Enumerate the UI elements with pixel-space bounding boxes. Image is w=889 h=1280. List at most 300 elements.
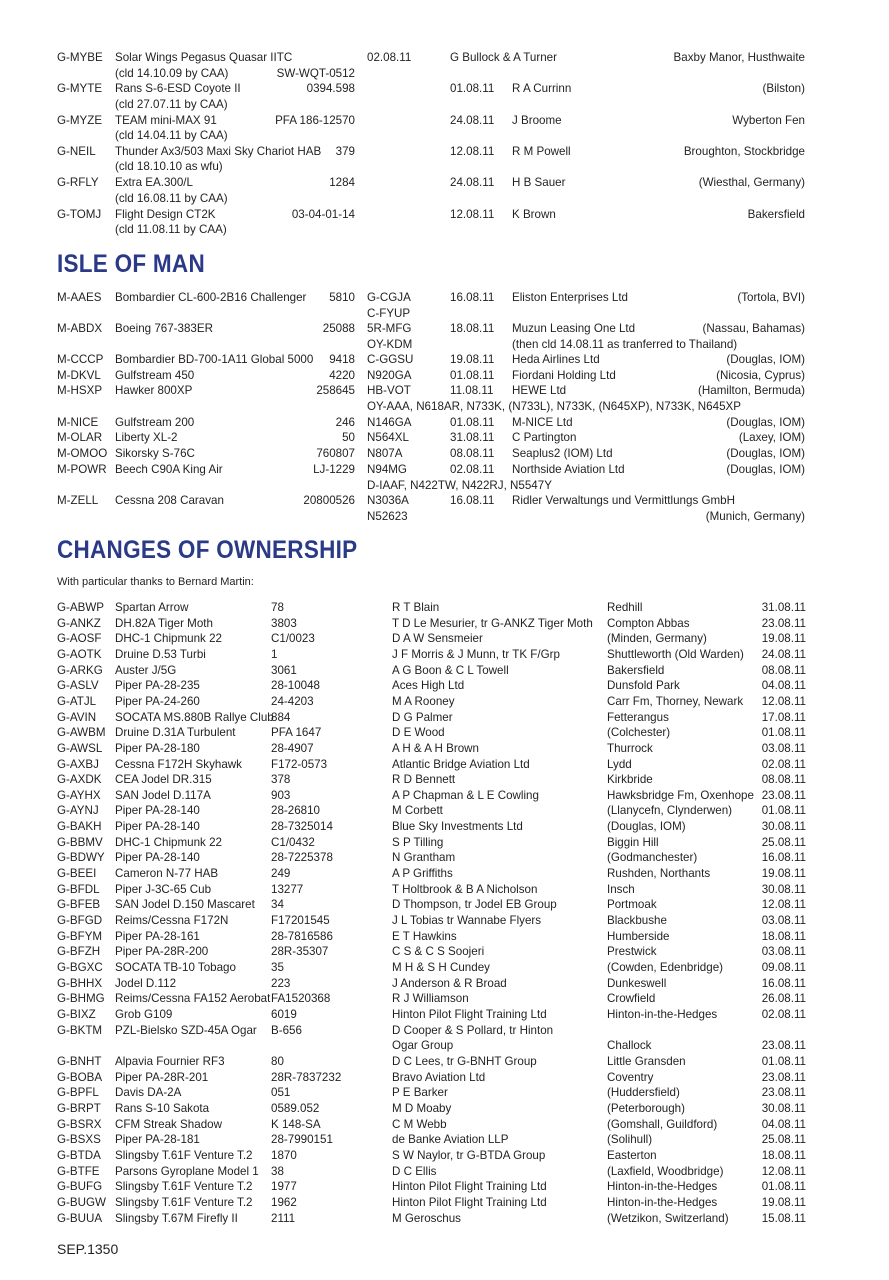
date: 26.08.11 bbox=[761, 992, 806, 1006]
registration: G-BFDL bbox=[57, 882, 100, 896]
constructor-number: LJ-1229 bbox=[313, 463, 355, 476]
owner: M-NICE Ltd bbox=[512, 416, 573, 429]
note: (cld 14.10.09 by CAA) bbox=[115, 66, 229, 80]
date: 16.08.11 bbox=[761, 851, 806, 865]
constructor-number: C1/0432 bbox=[271, 835, 315, 849]
location: Hinton-in-the-Hedges bbox=[607, 1195, 718, 1209]
registration: M-OMOO bbox=[57, 447, 108, 460]
constructor-number: F172-0573 bbox=[271, 757, 328, 771]
registration: G-BTFE bbox=[57, 1164, 100, 1178]
aircraft-type: DHC-1 Chipmunk 22 bbox=[115, 632, 222, 646]
date: 01.08.11 bbox=[450, 82, 495, 96]
registration: G-AWBM bbox=[57, 726, 106, 740]
aircraft-type: Parsons Gyroplane Model 1 bbox=[115, 1164, 259, 1178]
aircraft-type: Slingsby T.61F Venture T.2 bbox=[115, 1180, 253, 1194]
note: (cld 18.10.10 as wfu) bbox=[115, 160, 223, 174]
location: (Colchester) bbox=[607, 726, 671, 740]
owner: M A Rooney bbox=[392, 694, 455, 708]
isle-of-man-heading: ISLE OF MAN bbox=[57, 250, 205, 278]
changes-intro: With particular thanks to Bernard Martin: bbox=[57, 576, 254, 588]
previous-identity: G-CGJA bbox=[367, 291, 411, 304]
location: Rushden, Northants bbox=[607, 867, 711, 881]
date: 01.08.11 bbox=[761, 1180, 806, 1194]
location: Kirkbride bbox=[607, 773, 653, 787]
aircraft-type: Jodel D.112 bbox=[115, 976, 177, 990]
location: (Douglas, IOM) bbox=[607, 820, 686, 834]
registration: G-BBMV bbox=[57, 835, 103, 849]
previous-identity: N3036A bbox=[367, 494, 409, 507]
date: 19.08.11 bbox=[761, 867, 806, 881]
aircraft-type: Sikorsky S-76C bbox=[115, 447, 195, 460]
date: 12.08.11 bbox=[761, 898, 806, 912]
location: Thurrock bbox=[607, 741, 653, 755]
registration: G-BNHT bbox=[57, 1055, 102, 1068]
aircraft-type: Piper PA-28-161 bbox=[115, 929, 200, 943]
aircraft-type: Bombardier BD-700-1A11 Global 5000 bbox=[115, 353, 314, 366]
owner: Hinton Pilot Flight Training Ltd bbox=[392, 1007, 547, 1021]
location: (Hamilton, Bermuda) bbox=[698, 384, 805, 397]
constructor-number: 3061 bbox=[271, 663, 297, 677]
date: 23.08.11 bbox=[761, 1070, 806, 1084]
owner: M Geroschus bbox=[392, 1211, 461, 1225]
constructor-number: 28-7225378 bbox=[271, 851, 333, 865]
constructor-number: 1284 bbox=[329, 176, 355, 190]
owner: D E Wood bbox=[392, 726, 445, 740]
owner: J L Tobias tr Wannabe Flyers bbox=[392, 914, 542, 927]
registration: G-MYBE bbox=[57, 51, 103, 64]
owner: C M Webb bbox=[392, 1117, 447, 1131]
registration: G-ANKZ bbox=[57, 616, 101, 630]
date: 19.08.11 bbox=[761, 632, 806, 646]
owner: Hinton Pilot Flight Training Ltd bbox=[392, 1180, 547, 1194]
aircraft-type: Piper PA-28-181 bbox=[115, 1133, 200, 1147]
aircraft-type: DH.82A Tiger Moth bbox=[115, 616, 213, 630]
aircraft-type: Boeing 767-383ER bbox=[115, 322, 213, 335]
owner: R A Currinn bbox=[512, 82, 572, 96]
location: Humberside bbox=[607, 929, 670, 943]
date: 25.08.11 bbox=[761, 1133, 806, 1147]
registration: M-AAES bbox=[57, 291, 102, 304]
constructor-number: 1962 bbox=[271, 1195, 297, 1209]
aircraft-type: Auster J/5G bbox=[115, 663, 177, 677]
location: Lydd bbox=[607, 757, 632, 771]
location: (Wiesthal, Germany) bbox=[698, 176, 805, 190]
aircraft-type: Rans S-6-ESD Coyote II bbox=[115, 82, 241, 96]
owner: S P Tilling bbox=[392, 835, 444, 849]
date: 02.08.11 bbox=[761, 1007, 806, 1021]
note: (cld 11.08.11 by CAA) bbox=[115, 223, 227, 236]
registration: G-BUUA bbox=[57, 1211, 103, 1225]
constructor-number: 28R-7837232 bbox=[271, 1070, 342, 1084]
date: 16.08.11 bbox=[450, 291, 495, 304]
constructor-number: 28-7325014 bbox=[271, 820, 333, 834]
constructor-number: 34 bbox=[271, 898, 284, 912]
location: (Tortola, BVI) bbox=[737, 291, 805, 304]
owner: Muzun Leasing One Ltd bbox=[512, 322, 636, 335]
date: 03.08.11 bbox=[761, 741, 806, 755]
aircraft-type: DHC-1 Chipmunk 22 bbox=[115, 835, 222, 849]
date: 18.08.11 bbox=[761, 1148, 806, 1162]
constructor-number: 4220 bbox=[329, 369, 355, 382]
date: 18.08.11 bbox=[761, 929, 806, 943]
date: 03.08.11 bbox=[761, 914, 806, 927]
constructor-number: FA1520368 bbox=[271, 992, 331, 1006]
previous-identity: N807A bbox=[367, 447, 403, 460]
registration: G-ARKG bbox=[57, 663, 103, 677]
aircraft-type: Rans S-10 Sakota bbox=[115, 1101, 210, 1115]
registration: G-BUGW bbox=[57, 1195, 106, 1209]
location: (Douglas, IOM) bbox=[726, 463, 805, 476]
constructor-number: 1 bbox=[271, 647, 278, 661]
changes-of-ownership-heading: CHANGES OF OWNERSHIP bbox=[57, 536, 358, 564]
owner: Atlantic Bridge Aviation Ltd bbox=[392, 757, 530, 771]
registration: G-AYHX bbox=[57, 788, 101, 802]
location: (Wetzikon, Switzerland) bbox=[607, 1211, 729, 1225]
registration: G-AOTK bbox=[57, 647, 102, 661]
location: Shuttleworth (Old Warden) bbox=[607, 647, 744, 661]
owner: E T Hawkins bbox=[392, 929, 457, 943]
aircraft-type: Reims/Cessna FA152 Aerobat bbox=[115, 992, 271, 1006]
previous-identity: N94MG bbox=[367, 463, 407, 476]
aircraft-type: Slingsby T.67M Firefly II bbox=[115, 1211, 238, 1225]
date: 19.08.11 bbox=[450, 353, 495, 366]
date: 30.08.11 bbox=[761, 1101, 806, 1115]
location: Prestwick bbox=[607, 945, 657, 959]
owner: D Thompson, tr Jodel EB Group bbox=[392, 898, 557, 912]
registration: G-AXDK bbox=[57, 773, 102, 787]
aircraft-type: Spartan Arrow bbox=[115, 601, 189, 614]
owner: Eliston Enterprises Ltd bbox=[512, 291, 628, 304]
aircraft-type: Slingsby T.61F Venture T.2 bbox=[115, 1148, 253, 1162]
date: 02.08.11 bbox=[761, 757, 806, 771]
constructor-number: 9418 bbox=[329, 353, 355, 366]
date: 31.08.11 bbox=[450, 431, 495, 444]
date: 12.08.11 bbox=[450, 207, 495, 221]
location: (Gomshall, Guildford) bbox=[607, 1117, 718, 1131]
previous-identity-2: C-FYUP bbox=[367, 306, 411, 320]
constructor-number: 28-7816586 bbox=[271, 929, 333, 943]
constructor-number: 0589.052 bbox=[271, 1101, 320, 1115]
registration: G-BHMG bbox=[57, 992, 105, 1006]
registration: M-NICE bbox=[57, 416, 99, 429]
owner: D C Lees, tr G-BNHT Group bbox=[392, 1055, 537, 1068]
date: 01.08.11 bbox=[761, 1055, 806, 1068]
registration: G-BHHX bbox=[57, 976, 103, 990]
constructor-number: 28-4907 bbox=[271, 741, 314, 755]
date: 09.08.11 bbox=[761, 960, 806, 974]
date: 24.08.11 bbox=[450, 113, 495, 127]
date: 01.08.11 bbox=[450, 369, 495, 382]
owner: J Anderson & R Broad bbox=[392, 976, 507, 990]
owner: de Banke Aviation LLP bbox=[392, 1133, 509, 1147]
constructor-number: 50 bbox=[342, 431, 355, 444]
location: (Cowden, Edenbridge) bbox=[607, 960, 724, 974]
registration: G-BFYM bbox=[57, 929, 103, 943]
date: 15.08.11 bbox=[761, 1211, 806, 1225]
date: 30.08.11 bbox=[761, 882, 806, 896]
constructor-number: 28-10048 bbox=[271, 679, 320, 693]
date: 23.08.11 bbox=[761, 1086, 806, 1100]
aircraft-type: Hawker 800XP bbox=[115, 384, 193, 397]
owner: Heda Airlines Ltd bbox=[512, 353, 600, 366]
registration: G-ABWP bbox=[57, 601, 105, 614]
registration: G-BRPT bbox=[57, 1101, 101, 1115]
owner: R M Powell bbox=[512, 144, 571, 158]
owner: T D Le Mesurier, tr G-ANKZ Tiger Moth bbox=[392, 616, 593, 630]
location: Wyberton Fen bbox=[732, 113, 805, 127]
location: (Munich, Germany) bbox=[705, 509, 805, 523]
note: (cld 16.08.11 by CAA) bbox=[115, 191, 228, 205]
previous-identity: C-GGSU bbox=[367, 353, 414, 366]
location: (Laxey, IOM) bbox=[738, 431, 805, 444]
constructor-number: PFA 1647 bbox=[271, 726, 322, 740]
constructor-number: 38 bbox=[271, 1164, 284, 1178]
owner: HEWE Ltd bbox=[512, 384, 567, 397]
constructor-number: 378 bbox=[271, 773, 291, 787]
previous-identities: OY-AAA, N618AR, N733K, (N733L), N733K, (N645XP), N733K, N645XP bbox=[367, 399, 741, 413]
aircraft-type: Gulfstream 200 bbox=[115, 416, 195, 429]
date: 03.08.11 bbox=[761, 945, 806, 959]
location: Blackbushe bbox=[607, 914, 667, 927]
location: (Peterborough) bbox=[607, 1101, 685, 1115]
owner: A H & A H Brown bbox=[392, 741, 479, 755]
aircraft-type: Flight Design CT2K bbox=[115, 207, 216, 221]
location: Compton Abbas bbox=[607, 616, 690, 630]
date: 23.08.11 bbox=[761, 616, 806, 630]
constructor-number: B-656 bbox=[271, 1023, 302, 1037]
constructor-number: 2111 bbox=[271, 1211, 296, 1225]
previous-identities: D-IAAF, N422TW, N422RJ, N5547Y bbox=[367, 478, 552, 492]
aircraft-type: Piper PA-28-140 bbox=[115, 851, 200, 865]
registration: G-BDWY bbox=[57, 851, 105, 865]
constructor-number: 0394.598 bbox=[306, 82, 355, 96]
aircraft-type: Cameron N-77 HAB bbox=[115, 867, 219, 881]
constructor-number: C1/0023 bbox=[271, 632, 315, 646]
location: Hawksbridge Fm, Oxenhope bbox=[607, 788, 754, 802]
date: 17.08.11 bbox=[761, 710, 806, 724]
aircraft-type: SOCATA TB-10 Tobago bbox=[115, 960, 236, 974]
date: 02.08.11 bbox=[367, 51, 412, 64]
location: (Huddersfield) bbox=[607, 1086, 680, 1100]
registration: G-ASLV bbox=[57, 679, 99, 693]
constructor-number: 28R-35307 bbox=[271, 945, 329, 959]
registration: M-DKVL bbox=[57, 369, 101, 382]
constructor-number: F17201545 bbox=[271, 914, 330, 927]
location: Redhill bbox=[607, 601, 643, 614]
note: (cld 27.07.11 by CAA) bbox=[115, 97, 228, 111]
location: (Douglas, IOM) bbox=[726, 447, 805, 460]
date: 19.08.11 bbox=[761, 1195, 806, 1209]
owner: K Brown bbox=[512, 207, 556, 221]
aircraft-type: Piper PA-28-140 bbox=[115, 804, 200, 818]
location: Portmoak bbox=[607, 898, 657, 912]
aircraft-type: SOCATA MS.880B Rallye Club bbox=[115, 710, 274, 724]
date: 23.08.11 bbox=[761, 1039, 806, 1053]
date: 08.08.11 bbox=[761, 773, 806, 787]
constructor-number: 28-7990151 bbox=[271, 1133, 333, 1147]
aircraft-type: Grob G109 bbox=[115, 1007, 173, 1021]
owner: N Grantham bbox=[392, 851, 456, 865]
date: 25.08.11 bbox=[761, 835, 806, 849]
location: Hinton-in-the-Hedges bbox=[607, 1007, 718, 1021]
date: 24.08.11 bbox=[761, 647, 806, 661]
registration: G-BFEB bbox=[57, 898, 101, 912]
aircraft-type: Slingsby T.61F Venture T.2 bbox=[115, 1195, 253, 1209]
aircraft-type: Piper PA-28-235 bbox=[115, 679, 200, 693]
remark: (then cld 14.08.11 as tranferred to Thailand) bbox=[512, 337, 738, 351]
location: (Douglas, IOM) bbox=[726, 353, 805, 366]
location: (Solihull) bbox=[607, 1133, 653, 1147]
constructor-number: 249 bbox=[271, 867, 291, 881]
owner: D Cooper & S Pollard, tr Hinton bbox=[392, 1023, 554, 1037]
owner: H B Sauer bbox=[512, 176, 566, 190]
registration: G-BSXS bbox=[57, 1133, 101, 1147]
location: (Douglas, IOM) bbox=[726, 416, 805, 429]
aircraft-type: CFM Streak Shadow bbox=[115, 1117, 222, 1131]
owner: C S & C S Soojeri bbox=[392, 945, 485, 959]
registration: G-AVIN bbox=[57, 710, 97, 724]
date: 16.08.11 bbox=[761, 976, 806, 990]
constructor-number: 35 bbox=[271, 960, 284, 974]
date: 12.08.11 bbox=[450, 144, 495, 158]
registration: M-HSXP bbox=[57, 384, 103, 397]
constructor-number: 13277 bbox=[271, 882, 304, 896]
date: 30.08.11 bbox=[761, 820, 806, 834]
owner: J Broome bbox=[512, 113, 562, 127]
registration: G-MYZE bbox=[57, 113, 103, 127]
location: (Bilston) bbox=[762, 82, 805, 96]
date: 08.08.11 bbox=[761, 663, 806, 677]
aircraft-type: CEA Jodel DR.315 bbox=[115, 773, 212, 787]
date: 12.08.11 bbox=[761, 1164, 806, 1178]
note: (cld 14.04.11 by CAA) bbox=[115, 129, 228, 143]
registration: G-BTDA bbox=[57, 1148, 101, 1162]
registration: G-AWSL bbox=[57, 741, 103, 755]
registration: G-AYNJ bbox=[57, 804, 99, 818]
location: Easterton bbox=[607, 1148, 657, 1162]
aircraft-type: Piper PA-28R-201 bbox=[115, 1070, 209, 1084]
owner: Hinton Pilot Flight Training Ltd bbox=[392, 1195, 547, 1209]
owner: R T Blain bbox=[392, 601, 440, 614]
constructor-number: 051 bbox=[271, 1086, 291, 1100]
owner: Fiordani Holding Ltd bbox=[512, 369, 616, 382]
date: 08.08.11 bbox=[450, 447, 495, 460]
aircraft-type: Druine D.53 Turbi bbox=[115, 647, 206, 661]
location: Hinton-in-the-Hedges bbox=[607, 1180, 718, 1194]
aircraft-type: Thunder Ax3/503 Maxi Sky Chariot HAB bbox=[115, 144, 322, 158]
registration: G-BFZH bbox=[57, 945, 101, 959]
registration: G-NEIL bbox=[57, 144, 96, 158]
registration: G-RFLY bbox=[57, 176, 99, 190]
owner: A G Boon & C L Towell bbox=[392, 663, 509, 677]
registration: G-ATJL bbox=[57, 694, 97, 708]
location: Fetterangus bbox=[607, 710, 669, 724]
registration: M-ABDX bbox=[57, 322, 103, 335]
constructor-number: 223 bbox=[271, 976, 291, 990]
registration: M-ZELL bbox=[57, 494, 99, 507]
constructor-number: 5810 bbox=[329, 291, 355, 304]
constructor-number: 3803 bbox=[271, 616, 297, 630]
aircraft-type: Piper PA-28-180 bbox=[115, 741, 200, 755]
previous-identity: HB-VOT bbox=[367, 384, 411, 397]
aircraft-type: Beech C90A King Air bbox=[115, 463, 223, 476]
owner: R D Bennett bbox=[392, 773, 456, 787]
owner: T Holtbrook & B A Nicholson bbox=[392, 882, 538, 896]
aircraft-type: Solar Wings Pegasus Quasar IITC bbox=[115, 51, 293, 64]
aircraft-type: Piper J-3C-65 Cub bbox=[115, 882, 212, 896]
owner: R J Williamson bbox=[392, 992, 469, 1006]
owner: A P Chapman & L E Cowling bbox=[392, 788, 539, 802]
location: (Minden, Germany) bbox=[607, 632, 707, 646]
constructor-number: 884 bbox=[271, 710, 291, 724]
previous-identity: 5R-MFG bbox=[367, 322, 412, 335]
aircraft-type: SAN Jodel D.117A bbox=[115, 788, 211, 802]
owner: S W Naylor, tr G-BTDA Group bbox=[392, 1148, 546, 1162]
constructor-number: 25088 bbox=[322, 322, 355, 335]
owner: M D Moaby bbox=[392, 1101, 452, 1115]
registration: G-BFGD bbox=[57, 914, 103, 927]
location: Challock bbox=[607, 1039, 652, 1053]
location: (Godmanchester) bbox=[607, 851, 698, 865]
constructor-number: 20800526 bbox=[303, 494, 355, 507]
constructor-number: 1870 bbox=[271, 1148, 297, 1162]
constructor-number: 24-4203 bbox=[271, 694, 314, 708]
owner-continued: Ogar Group bbox=[392, 1039, 454, 1053]
owner: G Bullock & A Turner bbox=[450, 51, 557, 64]
owner: D C Ellis bbox=[392, 1164, 437, 1178]
previous-identity-2: OY-KDM bbox=[367, 337, 413, 351]
date: 23.08.11 bbox=[761, 788, 806, 802]
registration: G-BOBA bbox=[57, 1070, 103, 1084]
aircraft-type: Piper PA-28-140 bbox=[115, 820, 200, 834]
registration: G-BSRX bbox=[57, 1117, 102, 1131]
constructor-number: 03-04-01-14 bbox=[291, 207, 355, 221]
previous-identity: N146GA bbox=[367, 416, 412, 429]
constructor-number: 246 bbox=[335, 416, 355, 429]
previous-identity-2: N52623 bbox=[367, 509, 408, 523]
previous-identity: N564XL bbox=[367, 431, 409, 444]
date: 12.08.11 bbox=[761, 694, 806, 708]
constructor-number: 760807 bbox=[316, 447, 355, 460]
page-number: SEP.1350 bbox=[57, 1241, 119, 1257]
location: Coventry bbox=[607, 1070, 654, 1084]
aircraft-type: Extra EA.300/L bbox=[115, 176, 193, 190]
owner: D G Palmer bbox=[392, 710, 453, 724]
constructor-number: 1977 bbox=[271, 1180, 297, 1194]
aircraft-type: PZL-Bielsko SZD-45A Ogar bbox=[115, 1023, 257, 1037]
location: (Laxfield, Woodbridge) bbox=[607, 1164, 724, 1178]
registration: G-BAKH bbox=[57, 820, 102, 834]
location: Broughton, Stockbridge bbox=[683, 144, 805, 158]
date: 24.08.11 bbox=[450, 176, 495, 190]
location: Bakersfield bbox=[607, 663, 665, 677]
registration: G-BKTM bbox=[57, 1023, 103, 1037]
location: Crowfield bbox=[607, 992, 656, 1006]
aircraft-type: Druine D.31A Turbulent bbox=[115, 726, 236, 740]
location: Bakersfield bbox=[747, 207, 805, 221]
registration: G-BEEI bbox=[57, 867, 97, 881]
registration: G-AXBJ bbox=[57, 757, 99, 771]
constructor-number: 6019 bbox=[271, 1007, 297, 1021]
aircraft-type: Piper PA-24-260 bbox=[115, 694, 200, 708]
constructor-number: 78 bbox=[271, 601, 284, 614]
previous-identity: N920GA bbox=[367, 369, 412, 382]
aircraft-type: Alpavia Fournier RF3 bbox=[115, 1055, 225, 1068]
owner: Bravo Aviation Ltd bbox=[392, 1070, 486, 1084]
date: 11.08.11 bbox=[450, 384, 494, 397]
location: Dunkeswell bbox=[607, 976, 667, 990]
aircraft-type: Bombardier CL-600-2B16 Challenger bbox=[115, 291, 307, 304]
